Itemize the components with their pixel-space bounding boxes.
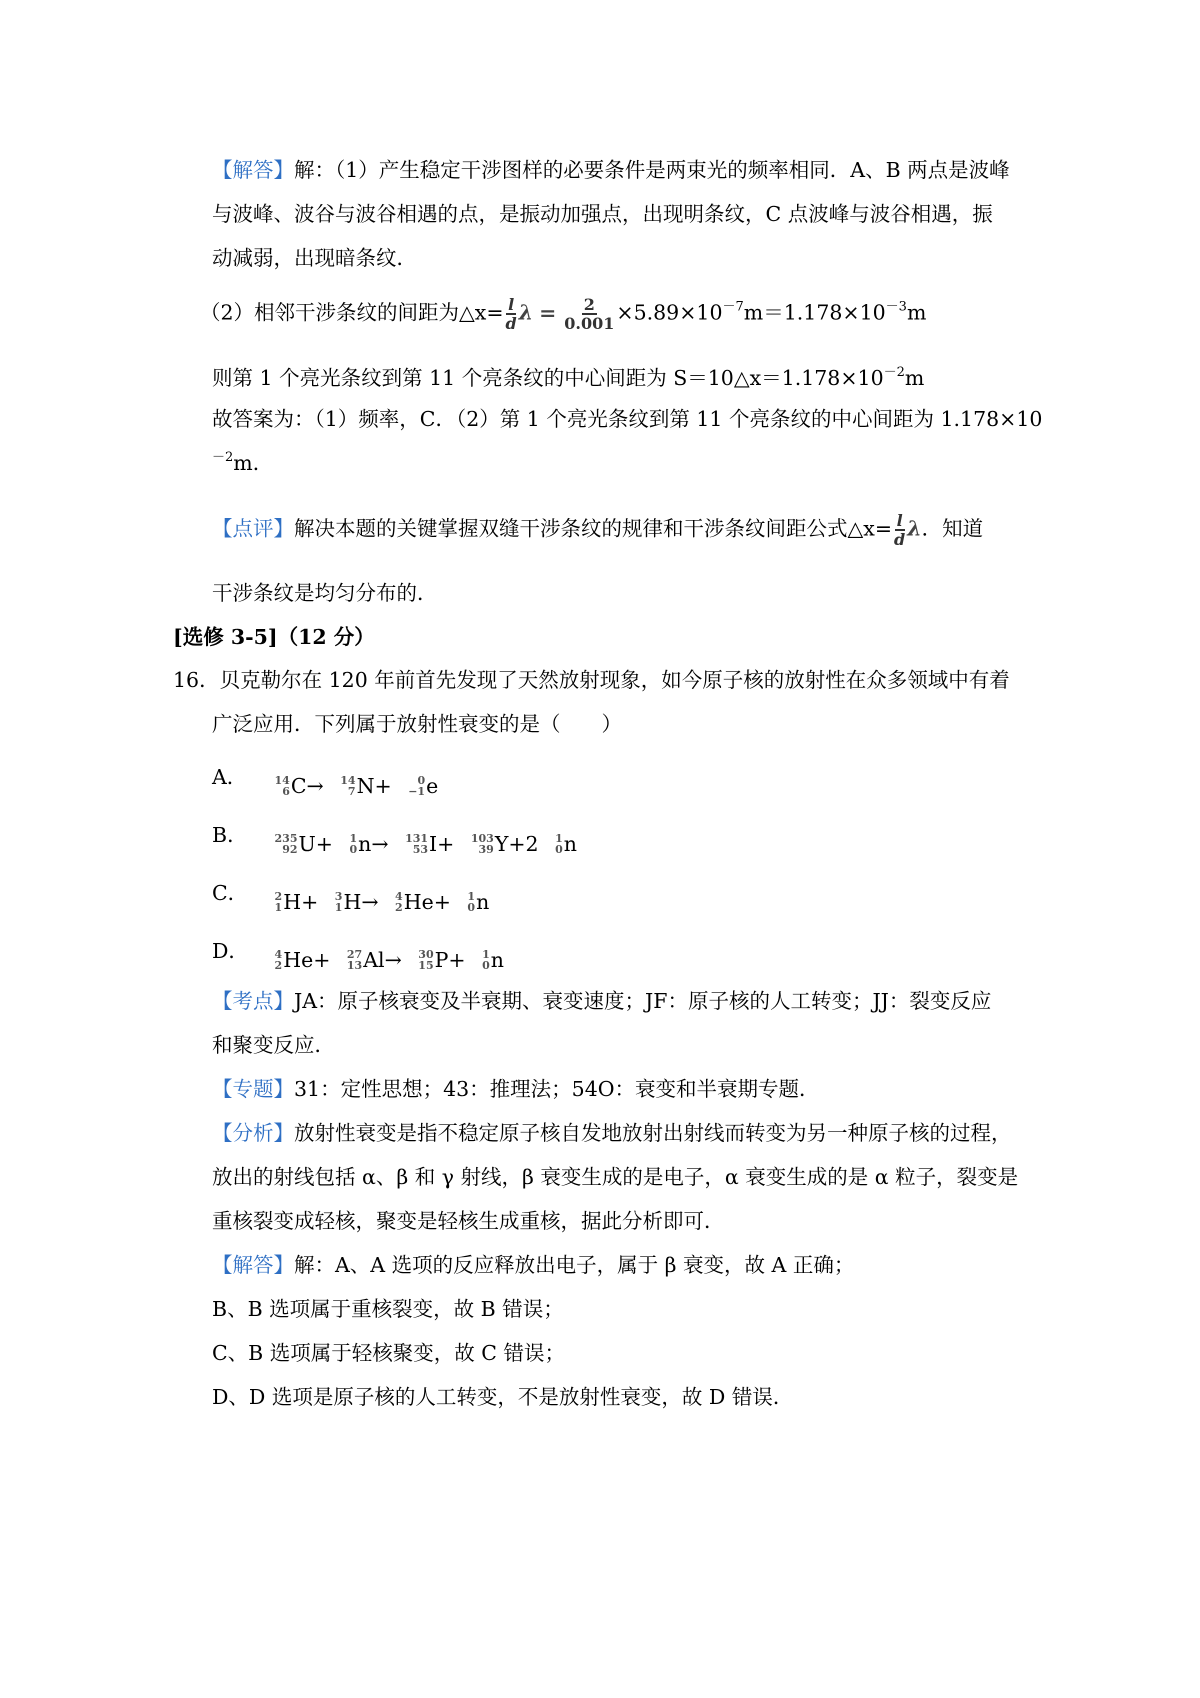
distance-text: 则第 1 个亮光条纹到第 11 个亮条纹的中心间距为 S＝10△x＝1.178×10 <box>212 366 884 390</box>
option-c <box>212 878 489 917</box>
fraction-numerator: l <box>896 511 903 530</box>
nuclide-symbol: U+ <box>298 832 333 856</box>
isotope-numbers <box>275 891 283 913</box>
option-b <box>212 820 577 859</box>
option-a <box>212 762 438 801</box>
mass-number: 1 <box>349 832 358 845</box>
nuclide-symbol: Al→ <box>363 948 402 972</box>
nuclide <box>405 829 454 859</box>
atomic-number: 15 <box>418 959 434 972</box>
atomic-number: −1 <box>408 785 426 798</box>
answer-tag: 【解答】 <box>212 158 294 182</box>
nuclide <box>471 829 539 859</box>
answer-line-5 <box>212 363 924 393</box>
nuclide-symbol: e <box>426 774 439 798</box>
formula-part-3: m <box>906 300 927 325</box>
answer-text-3: 动减弱，出现暗条纹． <box>212 246 417 270</box>
exponent-2: －3 <box>885 299 907 315</box>
mass-number: 1 <box>555 832 563 845</box>
mass-number: 0 <box>417 774 426 787</box>
fenxi-tag: 【分析】 <box>212 1121 294 1145</box>
atomic-number: 0 <box>467 901 476 914</box>
unit: m． <box>233 451 274 475</box>
isotope-numbers <box>482 949 490 971</box>
atomic-number: 2 <box>274 959 283 972</box>
mass-number: 2 <box>274 890 283 903</box>
nuclide <box>418 945 465 975</box>
formula-part-2: m＝1.178×10 <box>743 300 886 325</box>
option-d <box>212 936 504 975</box>
nuclide-symbol: H→ <box>343 890 379 914</box>
exponent: －2 <box>883 365 905 380</box>
mass-number: 4 <box>274 948 283 961</box>
nuclide <box>275 771 324 801</box>
nuclide-symbol: n→ <box>358 832 389 856</box>
fenxi-line-3 <box>212 1206 725 1236</box>
fraction-l-over-d <box>894 512 905 548</box>
answer-line-2 <box>212 199 993 229</box>
isotope-numbers <box>350 833 358 855</box>
atomic-number: 0 <box>349 843 358 856</box>
zhuanti-tag: 【专题】 <box>212 1077 294 1101</box>
isotope-numbers <box>275 949 283 971</box>
mass-number: 14 <box>274 774 290 787</box>
isotope-numbers <box>347 949 362 971</box>
nuclide-symbol: He+ <box>283 948 331 972</box>
answer-line-7 <box>212 448 273 478</box>
question-stem-text: 贝克勒尔在 120 年前首先发现了天然放射现象，如今原子核的放射性在众多领域中有着 <box>219 668 1010 692</box>
kaodian-line-2 <box>212 1030 335 1060</box>
atomic-number: 39 <box>478 843 494 856</box>
nuclide-symbol: n <box>476 890 490 914</box>
option-letter: D． <box>212 939 249 963</box>
isotope-numbers <box>555 833 563 855</box>
kaodian-tag: 【考点】 <box>212 989 294 1013</box>
nuclide <box>275 829 333 859</box>
nuclide <box>275 945 331 975</box>
fraction-2-over-0.001 <box>564 296 614 332</box>
nuclide-symbol: He+ <box>403 890 451 914</box>
nuclide <box>275 887 319 917</box>
mass-number: 14 <box>340 774 356 787</box>
review-text-end: ．知道 <box>921 516 984 541</box>
nuclide <box>408 771 438 801</box>
mass-number: 1 <box>482 948 490 961</box>
isotope-numbers <box>467 891 475 913</box>
section-header <box>173 622 375 652</box>
review-text: 解决本题的关键掌握双缝干涉条纹的规律和干涉条纹间距公式△x= <box>294 516 893 541</box>
nuclide-symbol: I+ <box>429 832 455 856</box>
review-line-2 <box>212 578 438 608</box>
mass-number: 235 <box>274 832 298 845</box>
mass-number: 27 <box>346 948 363 961</box>
answer-line-6 <box>212 404 1042 434</box>
isotope-numbers <box>418 949 433 971</box>
fenxi-line-1 <box>212 1118 1012 1148</box>
isotope-numbers <box>405 833 428 855</box>
fenxi-line-2 <box>212 1162 1018 1192</box>
section-title: [选修 3-5]（12 分） <box>173 625 375 649</box>
atomic-number: 1 <box>334 901 343 914</box>
answer-line-3 <box>212 243 417 273</box>
nuclide-symbol: H+ <box>283 890 319 914</box>
review-line-1 <box>212 512 983 548</box>
review-tag: 【点评】 <box>212 516 294 541</box>
isotope-numbers <box>275 833 298 855</box>
equals-sign: = <box>539 300 557 325</box>
jieda-line-2 <box>212 1294 564 1324</box>
zhuanti-text: 31：定性思想；43：推理法；54O：衰变和半衰期专题． <box>294 1077 820 1101</box>
fenxi-text-3: 重核裂变成轻核，聚变是轻核生成重核，据此分析即可． <box>212 1209 725 1233</box>
jieda-text-1: 解：A、A 选项的反应释放出电子，属于 β 衰变，故 A 正确； <box>294 1253 855 1277</box>
option-letter: C． <box>212 881 249 905</box>
isotope-numbers <box>471 833 494 855</box>
fenxi-text-2: 放出的射线包括 α、β 和 γ 射线，β 衰变生成的是电子，α 衰变生成的是 α 粒子，裂变是 <box>212 1165 1019 1189</box>
isotope-numbers <box>408 775 425 797</box>
fraction-denominator: d <box>505 314 517 333</box>
mass-number: 30 <box>418 948 434 961</box>
exponent-1: －7 <box>722 299 744 315</box>
option-letter: A． <box>212 765 248 789</box>
nuclide-symbol: P+ <box>434 948 466 972</box>
mass-number: 131 <box>405 832 429 845</box>
isotope-numbers <box>395 891 403 913</box>
atomic-number: 53 <box>412 843 429 856</box>
mass-number: 103 <box>470 832 494 845</box>
fraction-denominator: d <box>894 530 906 549</box>
fraction-l-over-d <box>506 296 517 332</box>
nuclide-symbol: n <box>563 832 577 856</box>
fraction-numerator: 2 <box>583 295 595 314</box>
fraction-numerator: l <box>508 295 515 314</box>
nuclide <box>467 887 489 917</box>
atomic-number: 92 <box>282 843 298 856</box>
jieda-text-2: B、B 选项属于重核裂变，故 B 错误； <box>212 1297 564 1321</box>
option-letter: B． <box>212 823 248 847</box>
question-16-stem-2 <box>212 709 622 739</box>
nuclide-symbol: n <box>490 948 504 972</box>
isotope-numbers <box>340 775 355 797</box>
isotope-numbers <box>275 775 290 797</box>
nuclide <box>482 945 504 975</box>
atomic-number: 1 <box>274 901 283 914</box>
atomic-number: 13 <box>346 959 363 972</box>
mass-number: 1 <box>467 890 476 903</box>
kaodian-line-1 <box>212 986 991 1016</box>
jieda-text-3: C、B 选项属于轻核聚变，故 C 错误； <box>212 1341 565 1365</box>
jieda-text-4: D、D 选项是原子核的人工转变，不是放射性衰变，故 D 错误． <box>212 1385 794 1409</box>
nuclide <box>347 945 402 975</box>
isotope-numbers <box>335 891 343 913</box>
question-number: 16． <box>173 668 220 692</box>
formula-part-1: ×5.89×10 <box>616 300 723 325</box>
atomic-number: 2 <box>395 901 403 914</box>
answer-text-1: 解：（1）产生稳定干涉图样的必要条件是两束光的频率相同．A、B 两点是波峰 <box>294 158 1010 182</box>
atomic-number: 0 <box>482 959 490 972</box>
mass-number: 4 <box>395 890 403 903</box>
formula-prefix: （2）相邻干涉条纹的间距为△x= <box>200 300 504 325</box>
jieda-tag: 【解答】 <box>212 1253 294 1277</box>
answer-line-4-formula <box>200 296 926 332</box>
zhuanti-line <box>212 1074 820 1104</box>
exponent: －2 <box>212 450 234 465</box>
final-answer-text: 故答案为：（1）频率，C．（2）第 1 个亮光条纹到第 11 个亮条纹的中心间距为 1.178×10 <box>212 407 1043 431</box>
question-stem-text-2: 广泛应用．下列属于放射性衰变的是（ ） <box>212 712 622 736</box>
answer-text-2: 与波峰、波谷与波谷相遇的点，是振动加强点，出现明条纹，C 点波峰与波谷相遇，振 <box>212 202 993 226</box>
nuclide <box>335 887 379 917</box>
review-text-2: 干涉条纹是均匀分布的． <box>212 581 438 605</box>
nuclide <box>395 887 451 917</box>
answer-line-1 <box>212 155 1010 185</box>
jieda-line-4 <box>212 1382 793 1412</box>
atomic-number: 0 <box>555 843 563 856</box>
kaodian-text-1: JA：原子核衰变及半衰期、衰变速度；JF：原子核的人工转变；JJ：裂变反应 <box>294 989 992 1013</box>
unit: m <box>904 366 925 390</box>
nuclide-symbol: Y+2 <box>494 832 539 856</box>
atomic-number: 6 <box>282 785 290 798</box>
lambda-symbol: λ <box>518 300 534 325</box>
fenxi-text-1: 放射性衰变是指不稳定原子核自发地放射出射线而转变为另一种原子核的过程， <box>294 1121 1012 1145</box>
nuclide <box>350 829 389 859</box>
mass-number: 3 <box>334 890 343 903</box>
question-16-stem-1 <box>173 665 1010 695</box>
nuclide-symbol: C→ <box>290 774 324 798</box>
nuclide <box>340 771 391 801</box>
kaodian-text-2: 和聚变反应． <box>212 1033 335 1057</box>
atomic-number: 7 <box>347 785 356 798</box>
lambda-symbol: λ <box>907 516 922 541</box>
nuclide-symbol: N+ <box>356 774 392 798</box>
jieda-line-3 <box>212 1338 565 1368</box>
fraction-denominator: 0.001 <box>564 314 615 333</box>
nuclide <box>555 829 577 859</box>
jieda-line-1 <box>212 1250 854 1280</box>
